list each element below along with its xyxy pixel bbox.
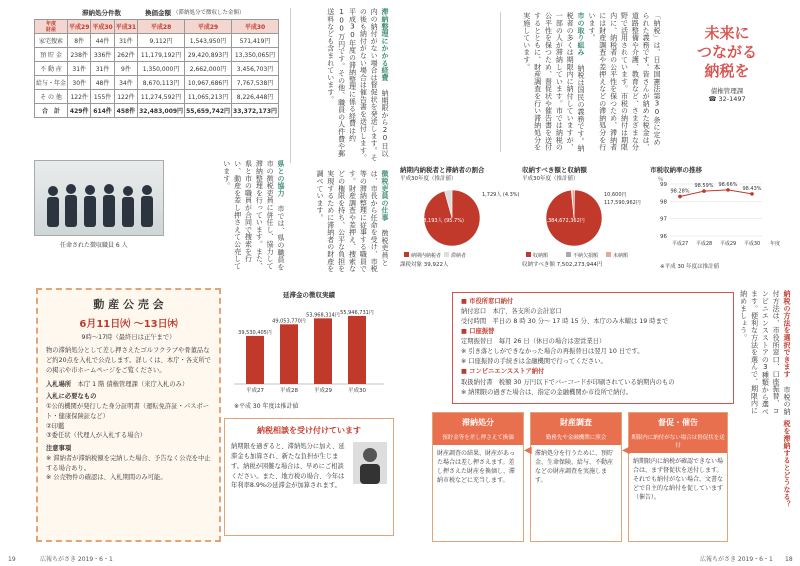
method-line: 納付窓口 本庁、各支所の会計窓口 xyxy=(461,308,562,316)
late-fee-chart-title: 延滞金の徴収実績 xyxy=(283,291,335,299)
auction-time: 9時～17時（最終日は正午まで） xyxy=(81,333,176,341)
seizure-table-block xyxy=(34,8,276,118)
pie-label: 1,729人 (4.3%) xyxy=(482,192,520,198)
staff-people-illustration xyxy=(35,161,165,237)
bar-value-label: 55,946,731円 xyxy=(340,309,374,316)
step-label: 滞納処分 xyxy=(433,413,523,432)
year-header: 平成29 xyxy=(185,20,232,34)
collection-pie xyxy=(522,182,647,258)
legend-swatch xyxy=(606,252,611,257)
table-row: 不 動 産 31件 31件 9件 1,350,000円 2,662,000円 3,456,703円 xyxy=(35,62,279,76)
bar-value-label: 49,053,770円 xyxy=(272,318,306,325)
step-card-seizure xyxy=(432,412,524,542)
place-text: 本庁 1 階 債権管理課（来庁入札のみ） xyxy=(77,380,189,388)
bar xyxy=(314,318,332,384)
chart2-total-label: 収納すべき額 xyxy=(522,262,555,268)
consult-title: 納税相談を受け付けています xyxy=(257,426,361,435)
chart2-total: 7,502,273,944円 xyxy=(556,262,603,268)
photo-caption: 任命された徴収職員 6 人 xyxy=(60,242,128,249)
method-heading: ■ コンビニエンスストア納付 xyxy=(461,368,545,376)
auction-title: 動 産 公 売 会 xyxy=(93,298,164,311)
step-text: 納期限内に納税が確認できない場合は、まず督促状を送付します。それでも納付がない場合、文書などで自主的な納付を促しています（催告）。 xyxy=(633,458,724,501)
data-label: 98.59% xyxy=(694,183,714,190)
note-item: ※ 公売物件の確認は、入札期間のみ可能。 xyxy=(46,474,167,482)
corner-top: 年度 xyxy=(46,20,57,27)
need-label: 入札に必要なもの xyxy=(46,393,97,401)
y-tick-label: 99 xyxy=(660,182,667,188)
x-tick-label: 平成29 xyxy=(314,388,332,394)
year-header: 平成29 xyxy=(68,20,91,34)
data-label: 98.43% xyxy=(742,185,762,192)
year-header: 平成31 xyxy=(114,20,137,34)
page-number-left: 19 xyxy=(8,556,16,563)
legend-swatch xyxy=(526,252,531,257)
data-point xyxy=(702,189,706,193)
heading-collector: 徴税吏員の仕事 xyxy=(381,170,389,222)
heading-prefecture: 県との協力 xyxy=(277,160,285,197)
x-tick-label: 平成28 xyxy=(695,241,713,247)
collection-pie-block xyxy=(522,165,647,285)
table-title-amount: 換価金額 xyxy=(145,9,171,17)
corner-bot: 財産 xyxy=(46,26,57,33)
rate-line-block xyxy=(650,165,790,285)
need-item: ③委任状（代理人が入札する場合） xyxy=(46,432,147,440)
page-number-right: 18 xyxy=(785,556,793,563)
consult-text: 納期限を過ぎると、滞納処分に加え、延滞金も加算され、新たな負担が生じます。納税が困難な場合は、早めにご相談ください。また、地方税の場合、今年は年利率8.9%の延滞金が加算されます。 xyxy=(231,443,345,490)
data-label: 98.66% xyxy=(718,181,738,188)
step-text: 財産調査の結果、財産があった場合は差し押さえます。差し押さえた財産を換価し、滞納市税などに充当します。 xyxy=(437,450,516,484)
late-fee-chart-note: ※平成 30 年度は推計値 xyxy=(234,403,299,410)
method-heading: ■ 市役所窓口納付 xyxy=(461,298,514,305)
bar xyxy=(280,324,298,384)
legend-swatch xyxy=(566,252,571,257)
chart2-sub: 平成30年度（推計値） xyxy=(522,176,579,182)
column-collector xyxy=(290,170,390,275)
legend-swatch xyxy=(444,252,449,257)
table-row: そ の 他 122件 155件 122件 11,274,592円 11,065,213円 8,226,448円 xyxy=(35,90,279,104)
y-tick-label: 97 xyxy=(660,216,667,223)
step-sub: 期限内に納付がない場合は督促状を送付 xyxy=(629,432,727,453)
table-note: （滞納処分で徴収した金額） xyxy=(173,10,245,16)
method-line: 定期振替日 毎月 26 日（休日の場合は翌営業日） xyxy=(461,338,606,346)
step-card-investigation xyxy=(530,412,622,542)
staff-photo-consult xyxy=(353,442,387,484)
title-line: 納税を xyxy=(704,61,750,80)
step-sub: 勤務先や金融機関に照会 xyxy=(531,432,621,445)
data-label: 98.28% xyxy=(670,188,690,195)
step-label: 督促・催告 xyxy=(629,413,727,432)
table-row: 預 貯 金 238件 336件 262件 11,179,192円 29,420,893円 13,350,065円 xyxy=(35,48,279,62)
person-icon xyxy=(353,442,387,484)
data-point xyxy=(750,192,754,196)
x-tick-label: 平成30 xyxy=(348,388,366,394)
feature-title xyxy=(668,24,786,114)
notes-label: 注意事項 xyxy=(46,445,72,453)
chart3-note: ※平成 30 年度は推計値 xyxy=(660,264,720,270)
heading-expense: 滞納整理にかかる経費 xyxy=(381,8,389,81)
auction-intro: 物の滞納処分として差し押さえたゴルフクラブや骨董品など約20点を入札で公売します。詳しくは、本庁・各支所での掲示や市ホームページをご覧ください。 xyxy=(46,347,211,374)
text-expense: 納期限から20日以内の納付がない場合は督促状を発送します。その後も納付がない場合は催告書を送付します。平成30年度の滞納整理に係る経費は約100万円です。その他、職員の人件費や郵送料なども含まれています。 xyxy=(326,8,389,162)
year-header: 平成30 xyxy=(91,20,114,34)
legend-label: 滞納者 xyxy=(451,253,467,259)
table-row: 合 計 429件 614件 458件 32,483,009円 55,659,742円 33,372,173円 xyxy=(35,104,279,118)
legend-swatch xyxy=(404,252,409,257)
place-label: 入札場所 xyxy=(46,380,72,388)
method-line: 取扱納付書 税額 30 万円以下でバーコードが印刷されている納期内のもの xyxy=(461,378,675,386)
y-tick-label: 98 xyxy=(660,199,667,206)
pie-label: 7,384,672,362円 xyxy=(543,218,585,224)
step-text: 滞納処分を行うために、預貯金、生命保険、給与、不動産などの財産調査を実施します。 xyxy=(535,450,614,484)
method-heading: ■ 口座振替 xyxy=(461,328,495,336)
chart1-total: 39,922人 xyxy=(423,262,449,268)
bar-value-label: 53,968,314円 xyxy=(306,312,340,319)
seizure-table xyxy=(34,19,279,118)
year-header: 平成30 xyxy=(232,20,279,34)
method-line: ※ 納期限の過ぎた場合は、指定の金融機関か市役所で納付。 xyxy=(461,388,632,396)
series-line xyxy=(680,190,752,197)
text-methods: 市税の納付方法は、市役所窓口、口座振替、コンビニエンスストアの3種類から選べます。便利な方法を選んで、期限内に納めましょう。 xyxy=(739,290,791,416)
table-row: 給与・年金 30件 48件 34件 8,670,113円 10,967,686円 7,767,538円 xyxy=(35,76,279,90)
bar xyxy=(246,336,264,384)
telephone: ☎ 32-1497 xyxy=(708,95,746,104)
staff-photo xyxy=(34,160,164,236)
bar xyxy=(348,316,366,384)
auction-box xyxy=(36,288,221,542)
legend-label: 不納欠損額 xyxy=(573,253,599,259)
y-axis-label: ％ xyxy=(658,177,664,183)
chart1-sub: 平成30年度（推計値） xyxy=(400,176,457,182)
late-fee-chart xyxy=(224,290,394,410)
column-efforts xyxy=(500,12,586,152)
table-title-count: 滞納処分件数 xyxy=(82,9,121,17)
text-collector: 徴税吏員とは、市長から任命を受け、市税等の滞納整理に従事する職員です。財産調査や差押え、捜索などの権限を持ち、公平な負担を実現するために滞納者の財産を調べています。 xyxy=(315,170,389,273)
arrow-left-icon: ◀ xyxy=(622,445,630,456)
column-delinquency xyxy=(770,420,792,530)
chart3-title: 市税収納率の推移 xyxy=(650,166,702,174)
method-line: 受付時間 平日の 8 時 30 分～ 17 時 15 分、本庁のみ木曜は 19 時まで xyxy=(461,318,669,326)
footer-right: 広報ちがさき 2019・6・1 xyxy=(700,556,773,563)
chart2-title: 収納すべき額と収納額 xyxy=(522,166,587,174)
department: 債権管理課 xyxy=(710,87,744,96)
intro-text: 「納税」は、日本国憲法第30条に定められた義務です。皆さんが納めた税金は、道路整備や介護、教育など、さまざまな分野で活用されています。市税の納付は期限内に、納税者の公平性を保つため、滞納者には財産調査や差押えなどの滞納処分を行います。 xyxy=(587,12,661,151)
method-line: ※ 口座振替の手続きは金融機関で行ってください。 xyxy=(461,358,607,366)
pie-label: 117,590,962円 xyxy=(604,200,641,206)
taxpayer-pie-block xyxy=(400,165,520,285)
need-item: ②印鑑 xyxy=(46,422,65,430)
auction-dates: 6月11日㈫ ～13日㈭ xyxy=(79,319,178,331)
x-tick-label: 平成27 xyxy=(671,241,689,247)
heading-methods: 納税の方法を選択できます xyxy=(783,290,791,378)
heading-delinquency: 税を滞納するとどうなる？ xyxy=(783,420,791,508)
x-tick-label: 平成30 xyxy=(743,241,761,247)
title-line: 未来に xyxy=(704,24,750,42)
pie-label: 38,193人 (95.7%) xyxy=(420,218,464,224)
taxpayer-pie xyxy=(400,182,520,258)
x-tick-label: 平成27 xyxy=(246,388,264,394)
column-methods xyxy=(740,290,792,420)
rate-line-chart xyxy=(650,174,790,260)
step-card-reminder xyxy=(628,412,728,542)
pie-label: 10,600円 xyxy=(604,192,627,198)
note-item: ※ 滞納者が滞納税額を完納した場合、予告なく公売を中止する場合あり。 xyxy=(46,454,211,472)
column-prefecture xyxy=(170,160,286,275)
data-point xyxy=(678,195,682,199)
x-tick-label: 平成28 xyxy=(280,388,298,394)
arrow-left-icon: ◀ xyxy=(524,445,532,456)
late-fee-bars xyxy=(224,299,394,399)
column-expense xyxy=(290,8,390,163)
chart1-title: 納期内納税者と滞納者の割合 xyxy=(400,166,485,174)
step-label: 財産調査 xyxy=(531,413,621,432)
x-axis-label: 年度 xyxy=(770,241,781,247)
payment-methods-box xyxy=(452,292,734,404)
data-point xyxy=(726,188,730,192)
right-page xyxy=(400,0,800,566)
legend-label: 納期内納税者 xyxy=(411,253,442,259)
footer-left: 広報ちがさき 2019・6・1 xyxy=(40,556,113,563)
title-line: つながる xyxy=(696,42,757,61)
heading-efforts: 市の取り組み xyxy=(577,12,585,56)
need-item: ①公的機関が発行した身分証明書（運転免許証・パスポート・健康保険証など） xyxy=(46,403,210,420)
legend-label: 未納額 xyxy=(613,253,629,259)
legend-label: 収納額 xyxy=(533,253,549,259)
year-header: 平成28 xyxy=(138,20,185,34)
text-prefecture: 市では、県の職員を市の徴税吏員に併任し、協力して滞納整理を行っています。また、県と市の職員が合同で捜索を行い、動産を差し押さえて公売しています。 xyxy=(222,160,285,271)
bar-value-label: 39,530,405円 xyxy=(238,329,272,336)
step-sub: 預貯金等を差し押さえて換価 xyxy=(433,432,523,445)
table-row: 家宅捜索 8件 44件 31件 9,112円 1,543,950円 571,419円 xyxy=(35,34,279,48)
consult-box xyxy=(224,418,394,536)
text-efforts: 納税は国民の義務です。納税者の多くは期限内に納付していますが、一部の人が滞納しています。市では納税の公平性を保つため、督促状や催告書を送付するとともに、財産調査を行い滞納処分を実施しています。 xyxy=(522,12,585,152)
x-tick-label: 平成29 xyxy=(719,241,737,247)
chart1-total-label: 課税対象 xyxy=(400,262,423,268)
method-line: ※ 引き落としができなかった場合の再振替日は翌月 10 日です。 xyxy=(461,348,644,356)
y-tick-label: 96 xyxy=(660,234,667,240)
